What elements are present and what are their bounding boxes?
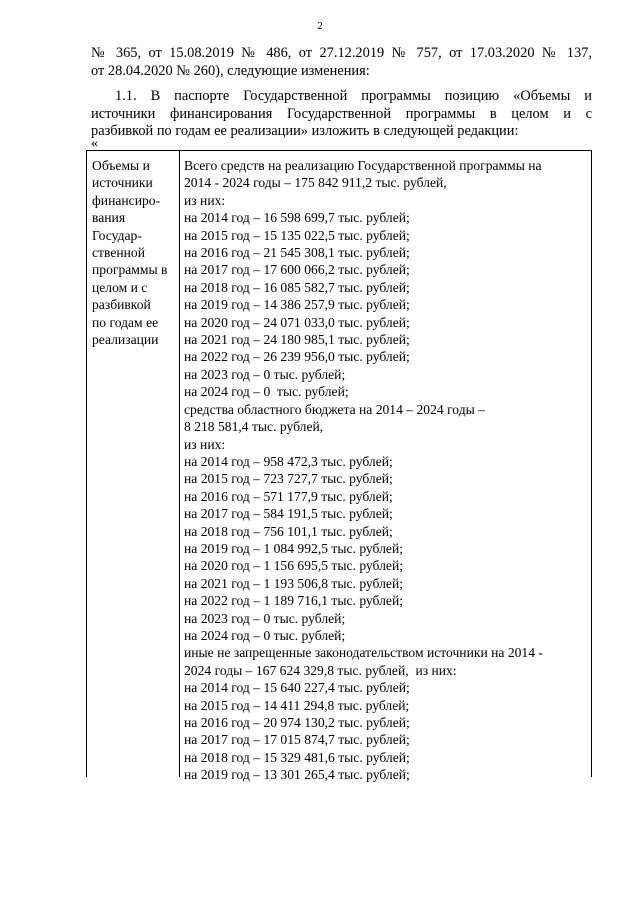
table-label-cell	[92, 157, 178, 348]
financing-line: иные не запрещенные законодательством источники на 2014 -	[184, 645, 543, 661]
label-line: финансиро-	[92, 192, 161, 208]
intro-line: № 365, от 15.08.2019 № 486, от 27.12.2019 № 757, от 17.03.2020 № 137,	[91, 45, 592, 61]
financing-line: на 2018 год – 756 101,1 тыс. рублей;	[184, 523, 393, 539]
financing-line: на 2020 год – 1 156 695,5 тыс. рублей;	[184, 558, 403, 574]
clause-line: источники финансирования Государственной программы в целом и с	[91, 105, 592, 122]
financing-line: на 2022 год – 26 239 956,0 тыс. рублей;	[184, 349, 410, 365]
financing-line: Всего средств на реализацию Государственной программы на	[184, 158, 542, 173]
financing-line: на 2020 год – 24 071 033,0 тыс. рублей;	[184, 314, 410, 330]
financing-line: на 2024 год – 0 тыс. рублей;	[184, 384, 349, 400]
label-line: разбивкой	[92, 297, 151, 313]
financing-line: на 2017 год – 584 191,5 тыс. рублей;	[184, 506, 393, 522]
financing-line: на 2018 год – 16 085 582,7 тыс. рублей;	[184, 279, 410, 295]
financing-line: на 2017 год – 17 600 066,2 тыс. рублей;	[184, 262, 410, 278]
financing-line: на 2018 год – 15 329 481,6 тыс. рублей;	[184, 749, 410, 765]
clause-line: разбивкой по годам ее реализации» изложить в следующей редакции:	[91, 123, 519, 139]
label-line: вания	[92, 210, 126, 226]
financing-line: 8 218 581,4 тыс. рублей,	[184, 419, 324, 435]
financing-line: из них:	[184, 192, 226, 208]
financing-line: на 2022 год – 1 189 716,1 тыс. рублей;	[184, 593, 403, 609]
financing-line: на 2014 год – 15 640 227,4 тыс. рублей;	[184, 680, 410, 696]
financing-line: 2024 годы – 167 624 329,8 тыс. рублей, из них:	[184, 662, 457, 678]
label-line: Государ-	[92, 227, 142, 243]
clause-line: 1.1. В паспорте Государственной программы позицию «Объемы и	[115, 88, 592, 104]
financing-line: на 2014 год – 958 472,3 тыс. рублей;	[184, 453, 393, 469]
label-line: реализации	[92, 332, 159, 348]
financing-line: на 2019 год – 14 386 257,9 тыс. рублей;	[184, 297, 410, 313]
financing-line: из них:	[184, 436, 226, 452]
financing-line: средства областного бюджета на 2014 – 2024 годы –	[184, 401, 485, 417]
label-line: источники	[92, 175, 153, 191]
label-line: программы в	[92, 262, 168, 278]
label-line: по годам ее	[92, 314, 159, 330]
financing-line: на 2023 год – 0 тыс. рублей;	[184, 610, 346, 626]
clause-paragraph	[91, 88, 592, 141]
financing-line: на 2024 год – 0 тыс. рублей;	[184, 627, 346, 643]
label-line: целом и с	[92, 279, 148, 295]
financing-line: на 2021 год – 24 180 985,1 тыс. рублей;	[184, 332, 410, 348]
financing-line: на 2015 год – 15 135 022,5 тыс. рублей;	[184, 227, 410, 243]
financing-line: на 2019 год – 1 084 992,5 тыс. рублей;	[184, 540, 403, 556]
label-line: ственной	[92, 245, 145, 261]
financing-line: на 2019 год – 13 301 265,4 тыс. рублей;	[184, 767, 410, 783]
financing-line: на 2017 год – 17 015 874,7 тыс. рублей;	[184, 732, 410, 748]
intro-paragraph	[91, 45, 592, 80]
financing-line: на 2016 год – 571 177,9 тыс. рублей;	[184, 488, 393, 504]
financing-line: на 2014 год – 16 598 699,7 тыс. рублей;	[184, 210, 410, 226]
financing-line: 2014 - 2024 годы – 175 842 911,2 тыс. рублей,	[184, 175, 447, 191]
financing-line: на 2023 год – 0 тыс. рублей;	[184, 366, 346, 382]
financing-line: на 2021 год – 1 193 506,8 тыс. рублей;	[184, 575, 403, 591]
label-line: Объемы и	[92, 158, 150, 173]
column-divider	[179, 151, 180, 777]
table-value-cell	[184, 157, 589, 784]
intro-line: от 28.04.2020 № 260), следующие изменения:	[91, 62, 370, 79]
page-number: 2	[317, 20, 323, 32]
financing-line: на 2016 год – 20 974 130,2 тыс. рублей;	[184, 715, 410, 730]
opening-quote: «	[91, 136, 98, 151]
financing-table	[86, 150, 592, 783]
financing-line: на 2015 год – 723 727,7 тыс. рублей;	[184, 471, 393, 487]
financing-line: на 2015 год – 14 411 294,8 тыс. рублей;	[184, 697, 410, 713]
financing-line: на 2016 год – 21 545 308,1 тыс. рублей;	[184, 245, 410, 261]
